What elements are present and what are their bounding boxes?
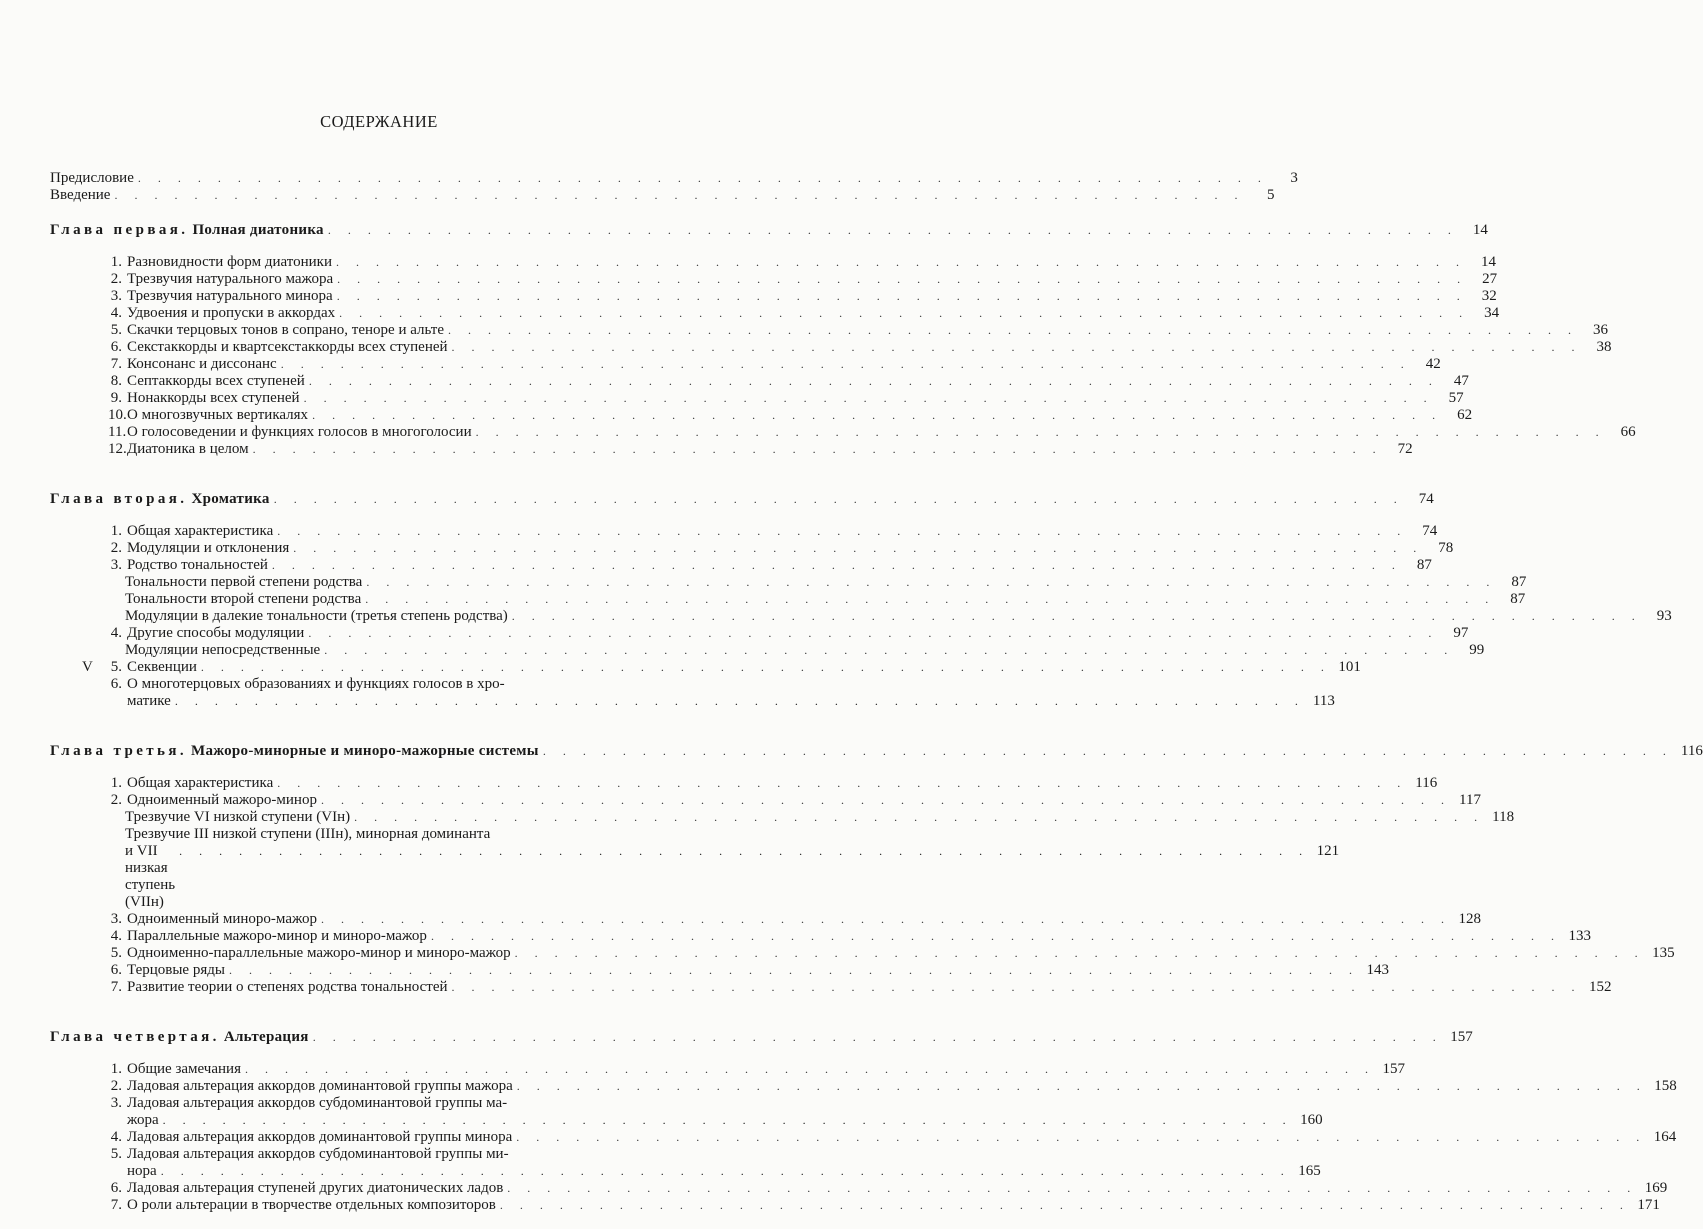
entry-title: Одноименный миноро-мажор <box>127 911 317 927</box>
indent <box>50 1146 108 1180</box>
chapter-title <box>50 222 324 239</box>
entry-title: Ладовая альтерация аккордов доминантовой группы минора <box>127 1129 513 1145</box>
entry-title: Тональности второй степени родства <box>125 591 362 607</box>
entry-number: 6. <box>110 962 122 978</box>
entry-text <box>50 792 317 809</box>
page-number: 117 <box>1459 792 1481 808</box>
indent <box>50 1095 108 1129</box>
page-number: 157 <box>1382 1061 1405 1077</box>
entry-number: 1. <box>110 254 122 270</box>
entry-body <box>127 1146 1321 1180</box>
chapter-label: Глава первая. <box>50 222 189 238</box>
page-number: 87 <box>1511 574 1527 590</box>
leader-dots: . . . . . . . . . . . . . . . . . . . . . . . . . . . . . . . . . . . . . . . . . . . . . . . . . . . . . . . . . <box>303 391 1434 405</box>
entry-text <box>50 322 444 339</box>
entry-number: 1. <box>110 775 122 791</box>
leader-dots: . . . . . . . . . . . . . . . . . . . . . . . . . . . . . . . . . . . . . . . . . . . . . . . . . . . . . . . . . <box>507 1181 1638 1195</box>
entry-text <box>50 407 308 424</box>
entry-text <box>50 356 277 373</box>
leader-dots: . . . . . . . . . . . . . . . . . . . . . . . . . . . . . . . . . . . . . . . . . . . . . . . . . . . . . . . . . <box>277 776 1408 790</box>
toc-entry <box>50 339 1612 356</box>
toc-entry <box>50 254 1496 271</box>
toc-entry <box>50 441 1413 458</box>
toc-entry <box>50 187 1275 204</box>
toc-entry <box>50 390 1464 407</box>
entry-text <box>50 523 273 540</box>
entry-number: 2. <box>110 1078 122 1094</box>
page-number: 38 <box>1596 339 1612 355</box>
chapter-title <box>50 1029 309 1046</box>
toc-subentry <box>50 809 1515 826</box>
page-number: 158 <box>1654 1078 1677 1094</box>
entry-text <box>50 574 362 591</box>
entry-title: Родство тональностей <box>127 557 268 573</box>
page-number: 87 <box>1510 591 1526 607</box>
spacer <box>50 710 658 725</box>
entry-text <box>50 642 320 659</box>
leader-dots: . . . . . . . . . . . . . . . . . . . . . . . . . . . . . . . . . . . . . . . . . . . . . . . . . . . . . . . . . <box>365 592 1496 606</box>
entry-text <box>50 305 335 322</box>
front-matter <box>50 170 1298 204</box>
chapter-title <box>50 491 270 508</box>
entry-text <box>50 775 273 792</box>
spacer <box>50 1214 658 1229</box>
page-number: 116 <box>1415 775 1438 791</box>
entry-title: Общая характеристика <box>127 775 274 791</box>
entry-title: Тональности первой степени родства <box>125 574 363 590</box>
entry-title: Параллельные мажоро-минор и миноро-мажор <box>127 928 427 944</box>
page-number: 128 <box>1458 911 1481 927</box>
leader-dots: . . . . . . . . . . . . . . . . . . . . . . . . . . . . . . . . . . . . . . . . . . . . . . . . . . . . . . . . . <box>451 340 1582 354</box>
leader-dots: . . . . . . . . . . . . . . . . . . . . . . . . . . . . . . . . . . . . . . . . . . . . . . . . . . . . . . . . . <box>308 374 1439 388</box>
entry-text <box>50 373 305 390</box>
page-number: 143 <box>1366 962 1389 978</box>
entry-text <box>50 809 350 826</box>
page-number: 97 <box>1453 625 1469 641</box>
entry-number: 6. <box>110 339 122 355</box>
spacer <box>50 508 658 523</box>
chapter-heading <box>50 491 1434 508</box>
entry-title-cont: жора <box>127 1112 159 1128</box>
entry-continuation <box>127 693 1335 710</box>
entry-text <box>50 625 304 642</box>
toc-entry <box>50 1061 1405 1078</box>
entry-title-cont: матике <box>127 693 171 709</box>
leader-dots: . . . . . . . . . . . . . . . . . . . . . . . . . . . . . . . . . . . . . . . . . . . . . . . . . . . . . . . . . <box>308 626 1439 640</box>
spacer <box>50 1046 658 1061</box>
page-number: 116 <box>1680 743 1703 759</box>
toc-entry <box>50 407 1473 424</box>
entry-text <box>50 271 333 288</box>
indent <box>50 676 108 710</box>
entry-title: О многотерцовых образованиях и функциях голосов в хро- <box>127 676 505 692</box>
entry-number: 5. <box>110 322 122 338</box>
page-number: 36 <box>1593 322 1608 338</box>
entry-number: 2. <box>110 792 122 808</box>
entry-continuation <box>125 843 1339 911</box>
entry-number: 5. <box>110 659 122 675</box>
page-number: 164 <box>1653 1129 1677 1145</box>
toc-entry <box>50 1095 1323 1129</box>
entry-number: 3. <box>110 288 122 304</box>
entry-title: Модуляции и отклонения <box>127 540 290 556</box>
toc-entry <box>50 1129 1677 1146</box>
entry-text <box>50 928 427 945</box>
entry-title: О голосоведении и функциях голосов в многоголосии <box>127 424 472 440</box>
entry-continuation <box>127 1112 1323 1129</box>
chapter-label: Глава четвертая. <box>50 1029 220 1045</box>
entry-text <box>50 608 508 625</box>
entry-text <box>50 288 333 305</box>
entry-title: Общие замечания <box>127 1061 241 1077</box>
toc-entry <box>50 305 1500 322</box>
leader-dots: . . . . . . . . . . . . . . . . . . . . . . . . . . . . . . . . . . . . . . . . . . . . . . . . . . . . . . . . . <box>228 963 1359 977</box>
entry-text <box>50 659 197 676</box>
toc-subentry <box>50 642 1485 659</box>
entry-number: 7. <box>110 356 122 372</box>
toc-entry <box>50 928 1591 945</box>
leader-dots: . . . . . . . . . . . . . . . . . . . . . . . . . . . . . . . . . . . . . . . . . . . . . . . . . . . . . . . . . <box>354 810 1485 824</box>
chapter-heading <box>50 222 1488 239</box>
entry-body <box>127 1095 1323 1129</box>
entry-number: 10. <box>108 407 127 423</box>
entry-number: 4. <box>110 928 122 944</box>
entry-title: О многозвучных вертикалях <box>127 407 309 423</box>
page-number: 160 <box>1300 1112 1323 1128</box>
leader-dots: . . . . . . . . . . . . . . . . . . . . . . . . . . . . . . . . . . . . . . . . . . . . . . . . . . . . . . . . . <box>200 660 1331 674</box>
leader-dots: . . . . . . . . . . . . . . . . . . . . . . . . . . . . . . . . . . . . . . . . . . . . . . . . . . . . . . . . . <box>327 223 1458 237</box>
chapter-heading <box>50 1029 1473 1046</box>
leader-dots: . . . . . . . . . . . . . . . . . . . . . . . . . . . . . . . . . . . . . . . . . . . . . . . . . . . . . . . . . <box>277 524 1408 538</box>
spacer <box>50 239 658 254</box>
leader-dots: . . . . . . . . . . . . . . . . . . . . . . . . . . . . . . . . . . . . . . . . . . . . . . . . . . . . . . . . . <box>320 912 1451 926</box>
leader-dots: . . . . . . . . . . . . . . . . . . . . . . . . . . . . . . . . . . . . . . . . . . . . . . . . . . . . . . . . . <box>542 744 1673 758</box>
spacer <box>50 760 658 775</box>
entry-number: 1. <box>110 1061 122 1077</box>
page-number: 87 <box>1416 557 1432 573</box>
entry-title: Трезвучия натурального минора <box>127 288 333 304</box>
leader-dots: . . . . . . . . . . . . . . . . . . . . . . . . . . . . . . . . . . . . . . . . . . . . . . . . . . . . . . . . . <box>448 323 1578 337</box>
leader-dots: . . . . . . . . . . . . . . . . . . . . . . . . . . . . . . . . . . . . . . . . . . . . . . . . . . . . . . . . . <box>271 558 1402 572</box>
chapter-label: Глава вторая. <box>50 491 188 507</box>
page-number: 165 <box>1298 1163 1321 1179</box>
entry-title: Ладовая альтерация аккордов субдоминантовой группы ма- <box>127 1095 508 1111</box>
entry-number: 4. <box>110 305 122 321</box>
entry-title: Другие способы модуляции <box>127 625 305 641</box>
toc-entry <box>50 1197 1660 1214</box>
entry-text <box>50 254 332 271</box>
page-number: 62 <box>1457 407 1473 423</box>
entry-title: Консонанс и диссонанс <box>127 356 277 372</box>
entry-number: 6. <box>110 1180 122 1196</box>
entry-title-cont: нора <box>127 1163 157 1179</box>
entry-title: Терцовые ряды <box>127 962 225 978</box>
leader-dots: . . . . . . . . . . . . . . . . . . . . . . . . . . . . . . . . . . . . . . . . . . . . . . . . . . . . . . . . . <box>114 188 1245 202</box>
page-number: 93 <box>1656 608 1672 624</box>
toc-entry <box>50 676 1335 710</box>
entry-text <box>50 1197 496 1214</box>
page-number: 99 <box>1469 642 1485 658</box>
page-number: 157 <box>1450 1029 1473 1045</box>
entry-title: Развитие теории о степенях родства тональностей <box>127 979 448 995</box>
leader-dots: . . . . . . . . . . . . . . . . . . . . . . . . . . . . . . . . . . . . . . . . . . . . . . . . . . . . . . . . . <box>179 844 1310 858</box>
entry-text <box>50 979 448 996</box>
chapter-title <box>50 743 539 760</box>
entry-number: 4. <box>110 625 122 641</box>
page-number: 5 <box>1266 187 1275 203</box>
leader-dots: . . . . . . . . . . . . . . . . . . . . . . . . . . . . . . . . . . . . . . . . . . . . . . . . . . . . . . . . . <box>514 946 1645 960</box>
entry-text <box>50 1061 241 1078</box>
entry-text <box>50 540 289 557</box>
toc-entry <box>50 557 1432 574</box>
toc-entry <box>50 659 1361 676</box>
page-number: 133 <box>1568 928 1591 944</box>
toc-entry <box>50 356 1441 373</box>
leader-dots: . . . . . . . . . . . . . . . . . . . . . . . . . . . . . . . . . . . . . . . . . . . . . . . . . . . . . . . . . <box>162 1113 1293 1127</box>
entry-number: 5. <box>110 1146 122 1162</box>
entry-number: 4. <box>110 1129 122 1145</box>
page-number: 135 <box>1652 945 1675 961</box>
spacer <box>50 996 658 1011</box>
entry-text <box>50 557 268 574</box>
entry-number: 5. <box>110 945 122 961</box>
page-number: 27 <box>1482 271 1498 287</box>
toc-entry <box>50 945 1675 962</box>
page-number: 66 <box>1620 424 1636 440</box>
toc-entry <box>50 775 1438 792</box>
page-title: СОДЕРЖАНИЕ <box>320 112 438 131</box>
handwritten-mark: V <box>82 659 93 675</box>
chapter-name: Хроматика <box>191 491 270 507</box>
leader-dots: . . . . . . . . . . . . . . . . . . . . . . . . . . . . . . . . . . . . . . . . . . . . . . . . . . . . . . . . . <box>336 289 1467 303</box>
entry-number: 6. <box>110 676 122 692</box>
leader-dots: . . . . . . . . . . . . . . . . . . . . . . . . . . . . . . . . . . . . . . . . . . . . . . . . . . . . . . . . . <box>430 929 1561 943</box>
entry-title: Одноименный мажоро-минор <box>127 792 317 808</box>
page-number: 74 <box>1422 523 1438 539</box>
toc-subentry <box>50 574 1527 591</box>
leader-dots: . . . . . . . . . . . . . . . . . . . . . . . . . . . . . . . . . . . . . . . . . . . . . . . . . . . . . . . . . <box>499 1198 1630 1212</box>
entry-title: Одноименно-параллельные мажоро-минор и миноро-мажор <box>127 945 511 961</box>
entry-text <box>50 962 225 979</box>
entry-number: 2. <box>110 540 122 556</box>
toc-entry <box>50 911 1481 928</box>
leader-dots: . . . . . . . . . . . . . . . . . . . . . . . . . . . . . . . . . . . . . . . . . . . . . . . . . . . . . . . . . <box>475 425 1606 439</box>
page-number: 169 <box>1644 1180 1668 1196</box>
toc-entry <box>50 979 1612 996</box>
page-number: 14 <box>1472 222 1488 238</box>
toc-entry <box>50 271 1498 288</box>
entry-title: Удвоения и пропуски в аккордах <box>127 305 336 321</box>
toc-entry <box>50 826 1340 911</box>
leader-dots: . . . . . . . . . . . . . . . . . . . . . . . . . . . . . . . . . . . . . . . . . . . . . . . . . . . . . . . . . <box>273 492 1404 506</box>
entry-title: Модуляции в далекие тональности (третья степень родства) <box>125 608 508 624</box>
entry-text <box>50 1078 513 1095</box>
page-number: 101 <box>1338 659 1361 675</box>
entry-text <box>50 911 317 928</box>
toc-entry <box>50 288 1497 305</box>
entry-title: Трезвучие VI низкой ступени (VIн) <box>125 809 351 825</box>
page-number: 113 <box>1312 693 1335 709</box>
entry-text <box>50 441 249 458</box>
entry-title: Трезвучия натурального мажора <box>127 271 334 287</box>
entry-title: О роли альтерации в творчестве отдельных композиторов <box>127 1197 496 1213</box>
leader-dots: . . . . . . . . . . . . . . . . . . . . . . . . . . . . . . . . . . . . . . . . . . . . . . . . . . . . . . . . . <box>320 793 1451 807</box>
page-number: 34 <box>1484 305 1500 321</box>
toc-entry <box>50 523 1438 540</box>
toc-entry <box>50 962 1389 979</box>
chapters <box>50 222 1703 1229</box>
leader-dots: . . . . . . . . . . . . . . . . . . . . . . . . . . . . . . . . . . . . . . . . . . . . . . . . . . . . . . . . . <box>337 272 1468 286</box>
leader-dots: . . . . . . . . . . . . . . . . . . . . . . . . . . . . . . . . . . . . . . . . . . . . . . . . . . . . . . . . . <box>160 1164 1291 1178</box>
page-number: 14 <box>1480 254 1496 270</box>
entry-number: 7. <box>110 979 122 995</box>
chapter-name: Мажоро-минорные и миноро-мажорные системы <box>191 743 539 759</box>
entry-title-cont: и VII низкая ступень (VIIн) <box>125 843 176 910</box>
page-number: 72 <box>1397 441 1413 457</box>
leader-dots: . . . . . . . . . . . . . . . . . . . . . . . . . . . . . . . . . . . . . . . . . . . . . . . . . . . . . . . . . <box>312 1030 1443 1044</box>
entry-title: Общая характеристика <box>127 523 274 539</box>
leader-dots: . . . . . . . . . . . . . . . . . . . . . . . . . . . . . . . . . . . . . . . . . . . . . . . . . . . . . . . . . <box>339 306 1470 320</box>
entry-text <box>50 591 361 608</box>
entry-number: 11. <box>108 424 127 440</box>
page-number: 42 <box>1425 356 1441 372</box>
leader-dots: . . . . . . . . . . . . . . . . . . . . . . . . . . . . . . . . . . . . . . . . . . . . . . . . . . . . . . . . . <box>335 255 1466 269</box>
leader-dots: . . . . . . . . . . . . . . . . . . . . . . . . . . . . . . . . . . . . . . . . . . . . . . . . . . . . . . . . . <box>516 1079 1647 1093</box>
entry-number: 7. <box>110 1197 122 1213</box>
table-of-contents <box>50 112 1703 1229</box>
toc-entry <box>50 625 1469 642</box>
chapter-name: Полная диатоника <box>192 222 324 238</box>
entry-title: Ладовая альтерация аккордов субдоминантовой группы ми- <box>127 1146 509 1162</box>
toc-entry <box>50 1180 1668 1197</box>
toc-entry <box>50 1146 1321 1180</box>
entry-number: 12. <box>108 441 127 457</box>
page-number: 118 <box>1492 809 1515 825</box>
entry-text <box>50 339 448 356</box>
leader-dots: . . . . . . . . . . . . . . . . . . . . . . . . . . . . . . . . . . . . . . . . . . . . . . . . . . . . . . . . . <box>293 541 1424 555</box>
leader-dots: . . . . . . . . . . . . . . . . . . . . . . . . . . . . . . . . . . . . . . . . . . . . . . . . . . . . . . . . . <box>366 575 1497 589</box>
entry-text <box>50 1129 512 1146</box>
entry-title: Введение <box>50 187 111 203</box>
page-number: 74 <box>1418 491 1434 507</box>
page-number: 78 <box>1438 540 1454 556</box>
leader-dots: . . . . . . . . . . . . . . . . . . . . . . . . . . . . . . . . . . . . . . . . . . . . . . . . . . . . . . . . . <box>174 694 1305 708</box>
page-number: 3 <box>1290 170 1298 186</box>
entry-title: Нонаккорды всех ступеней <box>127 390 300 406</box>
toc-entry <box>50 1078 1677 1095</box>
toc-entry <box>50 322 1608 339</box>
entry-text <box>50 1180 503 1197</box>
leader-dots: . . . . . . . . . . . . . . . . . . . . . . . . . . . . . . . . . . . . . . . . . . . . . . . . . . . . . . . . . <box>516 1130 1647 1144</box>
toc-entry <box>50 792 1481 809</box>
entry-title: Разновидности форм диатоники <box>127 254 332 270</box>
entry-number: 3. <box>110 557 122 573</box>
entry-title: Трезвучие III низкой ступени (IIIн), минорная доминанта <box>125 826 491 842</box>
entry-body <box>125 826 1339 911</box>
entry-title: Секстаккорды и квартсекстаккорды всех ступеней <box>127 339 448 355</box>
leader-dots: . . . . . . . . . . . . . . . . . . . . . . . . . . . . . . . . . . . . . . . . . . . . . . . . . . . . . . . . . <box>511 609 1642 623</box>
page-number: 121 <box>1316 843 1340 859</box>
entry-text <box>50 390 300 407</box>
entry-title: Ладовая альтерация аккордов доминантовой группы мажора <box>127 1078 513 1094</box>
toc-entry <box>50 540 1454 557</box>
leader-dots: . . . . . . . . . . . . . . . . . . . . . . . . . . . . . . . . . . . . . . . . . . . . . . . . . . . . . . . . . <box>312 408 1443 422</box>
entry-title: Ладовая альтерация ступеней других диатонических ладов <box>127 1180 504 1196</box>
entry-title: Скачки терцовых тонов в сопрано, теноре и альте <box>127 322 444 338</box>
page-number: 152 <box>1589 979 1612 995</box>
entry-title: Предисловие <box>50 170 134 186</box>
entry-number: 9. <box>110 390 122 406</box>
page-number: 32 <box>1481 288 1497 304</box>
leader-dots: . . . . . . . . . . . . . . . . . . . . . . . . . . . . . . . . . . . . . . . . . . . . . . . . . . . . . . . . . <box>280 357 1411 371</box>
page-number: 171 <box>1637 1197 1660 1213</box>
entry-text <box>50 424 472 441</box>
leader-dots: . . . . . . . . . . . . . . . . . . . . . . . . . . . . . . . . . . . . . . . . . . . . . . . . . . . . . . . . . <box>451 980 1582 994</box>
toc-subentry <box>50 608 1672 625</box>
entry-title: Секвенции <box>127 659 197 675</box>
toc-entry <box>50 170 1298 187</box>
toc-subentry <box>50 591 1526 608</box>
entry-title: Септаккорды всех ступеней <box>127 373 305 389</box>
leader-dots: . . . . . . . . . . . . . . . . . . . . . . . . . . . . . . . . . . . . . . . . . . . . . . . . . . . . . . . . . <box>252 442 1383 456</box>
entry-continuation <box>127 1163 1321 1180</box>
toc-entry <box>50 373 1469 390</box>
entry-number: 1. <box>110 523 122 539</box>
spacer <box>50 458 658 473</box>
entry-title: Диатоника в целом <box>127 441 249 457</box>
entry-number: 3. <box>110 911 122 927</box>
leader-dots: . . . . . . . . . . . . . . . . . . . . . . . . . . . . . . . . . . . . . . . . . . . . . . . . . . . . . . . . . <box>244 1062 1375 1076</box>
leader-dots: . . . . . . . . . . . . . . . . . . . . . . . . . . . . . . . . . . . . . . . . . . . . . . . . . . . . . . . . . <box>324 643 1455 657</box>
page-number: 57 <box>1448 390 1464 406</box>
leader-dots: . . . . . . . . . . . . . . . . . . . . . . . . . . . . . . . . . . . . . . . . . . . . . . . . . . . . . . . . . <box>137 171 1268 185</box>
entry-title: Модуляции непосредственные <box>125 642 321 658</box>
entry-number: 8. <box>110 373 122 389</box>
chapter-heading <box>50 743 1703 760</box>
entry-text <box>50 945 511 962</box>
entry-number: 3. <box>110 1095 122 1111</box>
entry-number: 2. <box>110 271 122 287</box>
entry-body <box>127 676 1335 710</box>
toc-entry <box>50 424 1636 441</box>
page-number: 47 <box>1453 373 1469 389</box>
indent <box>50 826 125 911</box>
chapter-name: Альтерация <box>223 1029 309 1045</box>
chapter-label: Глава третья. <box>50 743 188 759</box>
